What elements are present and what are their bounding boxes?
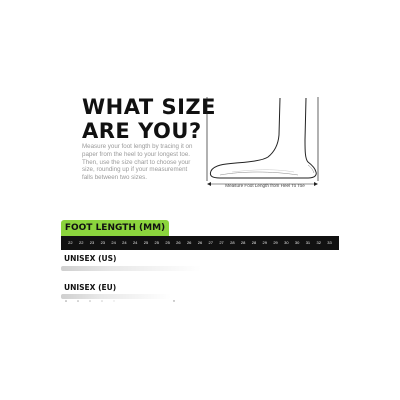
size-cell: 24 <box>132 240 138 245</box>
foot-diagram-caption: Measure Foot Length from Heel To Toe <box>225 183 305 188</box>
row-label-unisex-us: UNISEX (US) <box>64 254 117 263</box>
size-cell: 25 <box>143 240 149 245</box>
faded-values-dots <box>62 298 182 304</box>
size-cell: 25 <box>154 240 159 245</box>
foot-length-header: FOOT LENGTH (MM) <box>61 220 169 236</box>
measure-instructions: Measure your foot length by tracing it on paper from the heel to your longest toe. Then, use the size chart to choose your size, rounding up if your measurement falls between two sizes. <box>82 143 193 182</box>
size-cell: 27 <box>208 240 213 245</box>
size-cell: 30 <box>284 240 289 245</box>
size-cell: 28 <box>230 240 235 245</box>
size-cell: 28 <box>240 240 246 245</box>
size-cell: 22 <box>78 240 84 245</box>
size-cell: 29 <box>273 240 278 245</box>
foot-length-size-bar <box>61 236 339 250</box>
size-cell: 26 <box>186 240 192 245</box>
size-cell: 25 <box>165 240 170 245</box>
unisex-us-row-fade <box>61 266 201 271</box>
size-cell: 31 <box>305 240 311 245</box>
size-cell: 22 <box>68 240 73 245</box>
size-cell: 30 <box>294 240 300 245</box>
headline <box>82 95 217 143</box>
size-cell: 24 <box>111 240 116 245</box>
size-cell: 23 <box>100 240 106 245</box>
size-cell: 28 <box>251 240 257 245</box>
size-cell: 26 <box>176 240 181 245</box>
size-cell: 26 <box>197 240 203 245</box>
headline-line-1: WHAT SIZE <box>82 95 217 119</box>
foot-outline-icon <box>202 95 324 195</box>
size-cell: 24 <box>122 240 127 245</box>
headline-line-2: ARE YOU? <box>82 119 202 143</box>
row-label-unisex-eu: UNISEX (EU) <box>64 283 117 292</box>
size-cell: 27 <box>219 240 224 245</box>
size-cell: 29 <box>262 240 267 245</box>
size-cell: 23 <box>89 240 95 245</box>
size-cell: 32 <box>316 240 321 245</box>
size-cell: 33 <box>327 240 332 245</box>
